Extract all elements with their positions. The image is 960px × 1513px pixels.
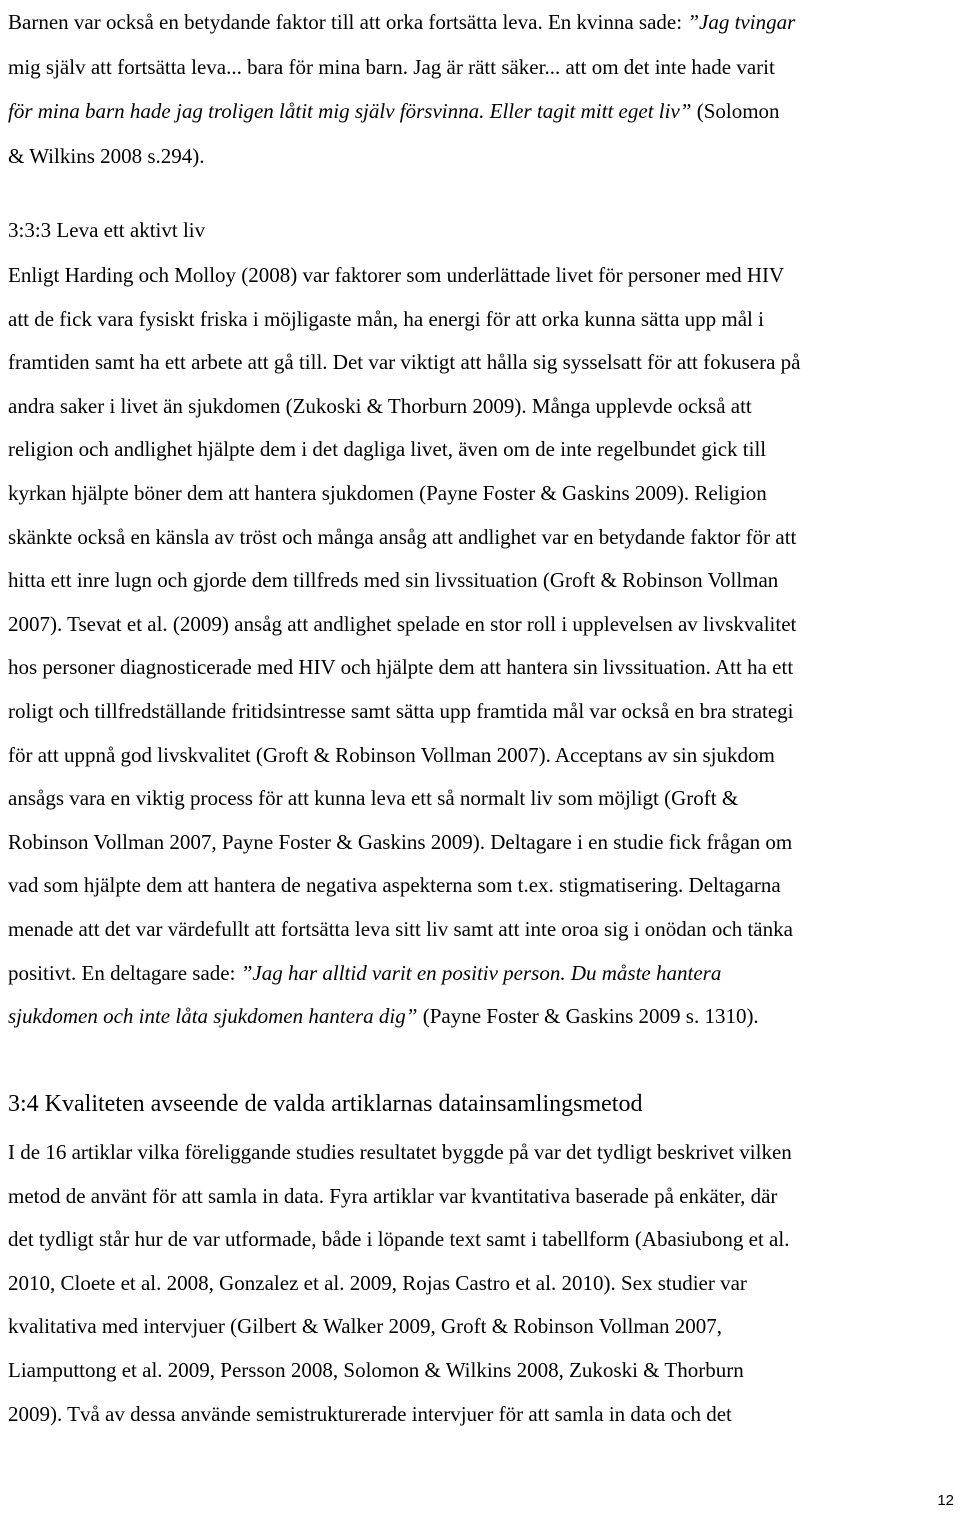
text-segment: (Payne Foster & Gaskins 2009 s. 1310). <box>417 1004 759 1029</box>
intro-paragraph <box>8 0 960 178</box>
text-segment: Barnen var också en betydande faktor till att orka fortsätta leva. En kvinna sade: <box>8 10 688 34</box>
text-line <box>8 45 960 90</box>
text-segment: positivt. En deltagare sade: <box>8 960 241 985</box>
text-segment: ansågs vara en viktig process för att kunna leva ett så normalt liv som möjligt (Groft & <box>8 786 739 811</box>
text-segment: framtiden samt ha ett arbete att gå till. Det var viktigt att hålla sig sysselsatt för att fokusera på <box>8 350 801 375</box>
text-line <box>8 516 960 560</box>
text-line <box>8 995 960 1039</box>
text-segment: (Solomon <box>691 99 780 123</box>
text-segment: roligt och tillfredställande fritidsintresse samt sätta upp framtida mål var också en bra strategi <box>8 698 794 723</box>
text-line <box>8 341 960 385</box>
text-segment: mig själv att fortsätta leva... bara för mina barn. Jag är rätt säker... att om det inte hade varit <box>8 54 775 79</box>
quote-text: ”Jag har alltid varit en positiv person. Du måste hantera <box>240 960 722 985</box>
text-line <box>8 603 960 647</box>
text-segment: Robinson Vollman 2007, Payne Foster & Gaskins 2009). Deltagare i en studie fick frågan om <box>8 829 793 854</box>
text-line <box>8 777 960 821</box>
text-line <box>8 864 960 908</box>
text-segment: & Wilkins 2008 s.294). <box>8 143 205 168</box>
text-segment: andra saker i livet än sjukdomen (Zukoski & Thorburn 2009). Många upplevde också att <box>8 393 752 418</box>
text-segment: för att uppnå god livskvalitet (Groft & Robinson Vollman 2007). Acceptans av sin sjukdom <box>8 742 775 767</box>
text-segment: Liamputtong et al. 2009, Persson 2008, Solomon & Wilkins 2008, Zukoski & Thorburn <box>8 1357 744 1382</box>
text-segment: det tydligt står hur de var utformade, både i löpande text samt i tabellform (Abasiubong et al. <box>8 1227 790 1252</box>
text-segment: I de 16 artiklar vilka föreliggande studies resultatet byggde på var det tydligt beskrivet vilken <box>8 1140 792 1164</box>
text-line <box>8 89 960 134</box>
text-line <box>8 1262 960 1306</box>
text-line <box>8 1218 960 1262</box>
text-segment: 2007). Tsevat et al. (2009) ansåg att andlighet spelade en stor roll i upplevelsen av livskvalitet <box>8 611 797 636</box>
text-line <box>8 254 960 298</box>
text-line <box>8 134 960 179</box>
text-line <box>8 1131 960 1175</box>
text-line <box>8 559 960 603</box>
text-segment: 2010, Cloete et al. 2008, Gonzalez et al. 2009, Rojas Castro et al. 2010). Sex studier var <box>8 1270 747 1295</box>
text-line <box>8 690 960 734</box>
page-number: 12 <box>937 1492 954 1509</box>
text-segment: hitta ett inre lugn och gjorde dem tillfreds med sin livssituation (Groft & Robinson Vollman <box>8 568 779 593</box>
text-line <box>8 385 960 429</box>
quote-text: sjukdomen och inte låta sjukdomen hantera dig” <box>8 1004 418 1029</box>
text-segment: hos personer diagnosticerade med HIV och hjälpte dem att hantera sin livssituation. Att ha ett <box>8 655 794 680</box>
quote-text: för mina barn hade jag troligen låtit mig själv försvinna. Eller tagit mitt eget liv” <box>8 99 692 123</box>
text-line <box>8 428 960 472</box>
text-segment: 2009). Två av dessa använde semistrukturerade intervjuer för att samla in data och det <box>8 1401 732 1426</box>
text-line <box>8 1175 960 1219</box>
text-line <box>8 298 960 342</box>
text-line <box>8 908 960 952</box>
text-line <box>8 1305 960 1349</box>
section-heading-3-4: 3:4 Kvaliteten avseende de valda artiklarnas datainsamlingsmetod <box>8 1091 643 1117</box>
text-line <box>8 1393 960 1437</box>
section-heading-3-3-3: 3:3:3 Leva ett aktivt liv <box>8 218 206 242</box>
text-line <box>8 952 960 996</box>
text-segment: att de fick vara fysiskt friska i möjligaste mån, ha energi för att orka kunna sätta upp mål i <box>8 306 764 331</box>
text-segment: metod de använt för att samla in data. Fyra artiklar var kvantitativa baserade på enkäter, där <box>8 1183 778 1208</box>
text-line <box>8 1349 960 1393</box>
text-segment: skänkte också en känsla av tröst och många ansåg att andlighet var en betydande faktor för att <box>8 524 797 549</box>
text-line <box>8 821 960 865</box>
section-3-3-3-paragraph <box>8 254 960 1039</box>
text-line <box>8 734 960 778</box>
text-segment: religion och andlighet hjälpte dem i det dagliga livet, även om de inte regelbundet gick till <box>8 437 767 462</box>
text-line <box>8 0 960 45</box>
text-segment: menade att det var värdefullt att fortsätta leva sitt liv samt att inte oroa sig i onödan och tänka <box>8 916 793 941</box>
quote-text: ”Jag tvingar <box>687 10 796 34</box>
text-line <box>8 472 960 516</box>
text-segment: vad som hjälpte dem att hantera de negativa aspekterna som t.ex. stigmatisering. Deltagarna <box>8 873 781 898</box>
text-line <box>8 646 960 690</box>
text-segment: kyrkan hjälpte böner dem att hantera sjukdomen (Payne Foster & Gaskins 2009). Religion <box>8 480 767 505</box>
text-segment: Enligt Harding och Molloy (2008) var faktorer som underlättade livet för personer med HIV <box>8 263 785 287</box>
text-segment: kvalitativa med intervjuer (Gilbert & Walker 2009, Groft & Robinson Vollman 2007, <box>8 1314 722 1339</box>
section-3-4-paragraph <box>8 1131 960 1436</box>
